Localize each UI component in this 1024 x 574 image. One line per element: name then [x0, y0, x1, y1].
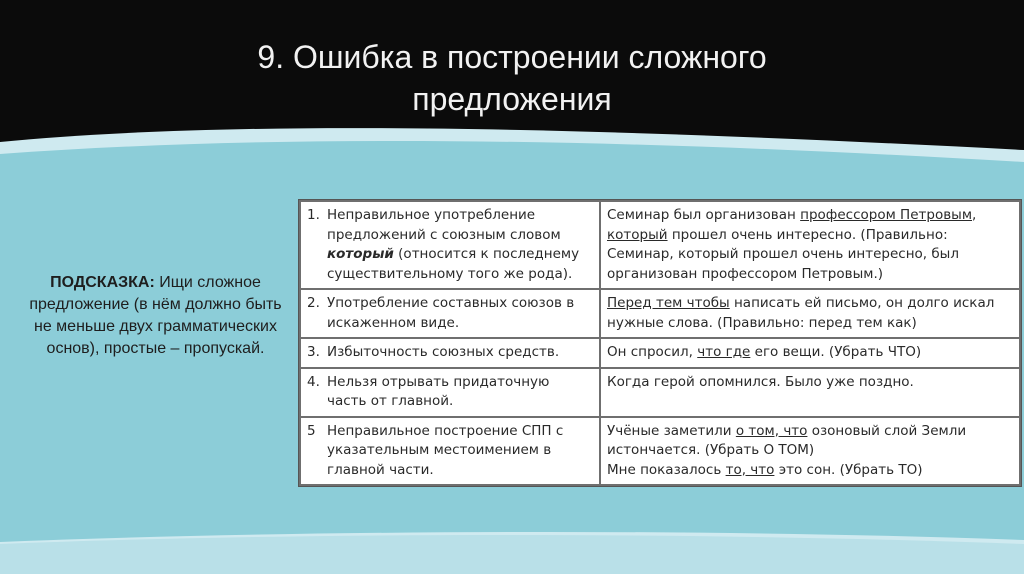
- rule-cell: [300, 417, 600, 486]
- example-cell: [600, 289, 1020, 338]
- example-cell: [600, 417, 1020, 486]
- rule-cell: [300, 289, 600, 338]
- rule-cell: [300, 338, 600, 368]
- example-cell: [600, 201, 1020, 289]
- row-number: 5: [307, 422, 316, 439]
- example-cell: [600, 368, 1020, 417]
- keyword-kotoryi: который: [327, 246, 394, 262]
- example-text: Перед тем чтобы написать ей письмо, он долго искал нужные слова. (Правильно: перед тем как): [607, 295, 995, 331]
- hint-box: [28, 272, 283, 360]
- rule-cell: [300, 201, 600, 289]
- title-line-1: 9. Ошибка в построении сложного: [257, 39, 767, 75]
- table-row: [300, 368, 1020, 417]
- table-row: [300, 338, 1020, 368]
- table-row: [300, 201, 1020, 289]
- hint-text: Ищи сложное предложение (в нём должно быть не меньше двух грамматических основ), простые – пропускай.: [29, 274, 282, 357]
- slide-title: [0, 36, 1024, 120]
- example-text-2: Мне показалось то, что это сон. (Убрать ТО): [607, 461, 923, 478]
- table-row: [300, 289, 1020, 338]
- rule-text: Употребление составных союзов в искаженном виде.: [327, 295, 575, 331]
- row-number: 3.: [307, 344, 320, 360]
- row-number: 1.: [307, 207, 320, 223]
- rule-text: Неправильное построение СПП с указательным местоимением в главной части.: [327, 422, 564, 478]
- example-text: Семинар был организован профессором Петровым, который прошел очень интересно. (Правильно: Семинар, который прошел очень интересно, был организован профессором Петровым.): [607, 207, 977, 282]
- rule-text: Неправильное употребление предложений с союзным словом который (относится к последнему существительному того же рода).: [327, 207, 580, 282]
- bottom-band: [0, 535, 1024, 574]
- title-line-2: предложения: [412, 81, 612, 117]
- table-row: [300, 417, 1020, 486]
- rule-cell: [300, 368, 600, 417]
- row-number: 2.: [307, 295, 320, 311]
- rule-text: Избыточность союзных средств.: [327, 344, 560, 360]
- example-text: Когда герой опомнился. Было уже поздно.: [607, 373, 914, 390]
- example-cell: [600, 338, 1020, 368]
- example-text: Учёные заметили о том, что озоновый слой Земли истончается. (Убрать О ТОМ): [607, 422, 967, 458]
- hint-label: ПОДСКАЗКА:: [50, 274, 155, 291]
- row-number: 4.: [307, 373, 320, 390]
- example-text: Он спросил, что где его вещи. (Убрать ЧТО): [607, 344, 922, 360]
- rule-text: Нельзя отрывать придаточную часть от главной.: [327, 373, 550, 409]
- rules-table: [299, 200, 1021, 486]
